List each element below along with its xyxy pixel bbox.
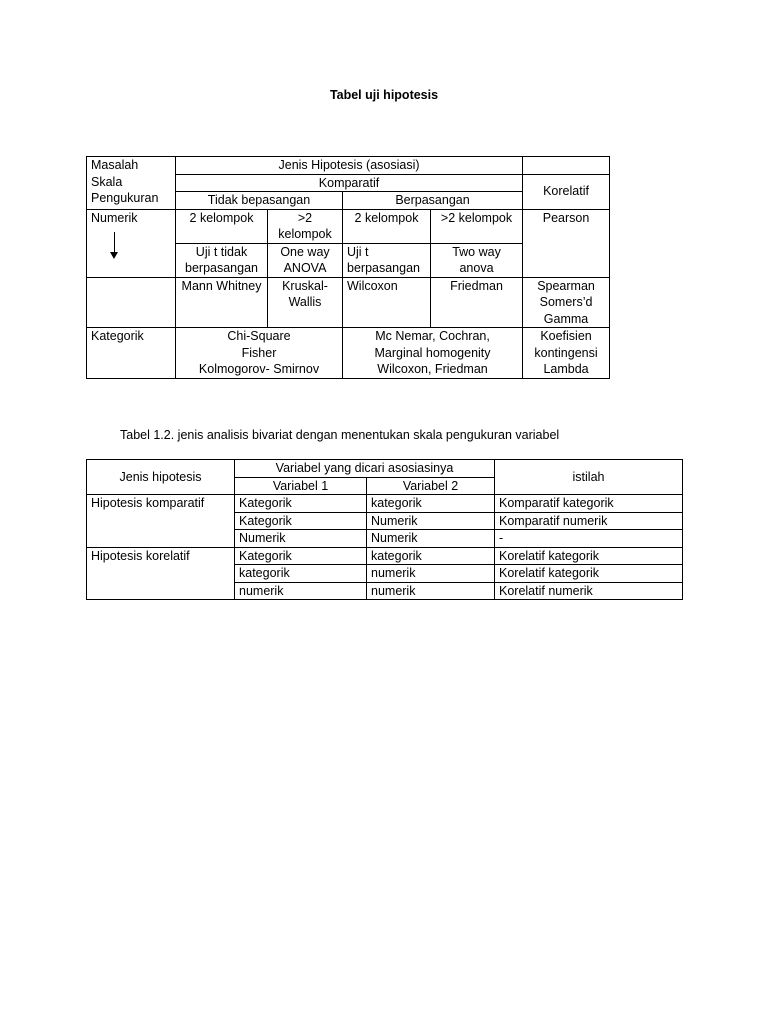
gamma-label: Gamma xyxy=(543,311,589,326)
friedman-cell: Friedman xyxy=(431,277,523,328)
wilcoxon-cell: Wilcoxon xyxy=(343,277,431,328)
pengukuran-label: Pengukuran xyxy=(91,191,159,205)
lambda-label: Lambda xyxy=(543,362,589,376)
var1-cell: Numerik xyxy=(235,530,367,548)
arrow-down-icon xyxy=(91,226,171,262)
uji-t-berpasangan-cell: Uji t berpasangan xyxy=(343,243,431,277)
wilcoxon-friedman-label: Wilcoxon, Friedman xyxy=(377,362,488,376)
pearson-cell: Pearson xyxy=(523,209,610,277)
hypothesis-test-table xyxy=(86,156,610,379)
spearman-label: Spearman xyxy=(537,278,595,293)
table-row xyxy=(87,495,683,513)
spearman-cell xyxy=(523,277,610,328)
komparatif-header: Komparatif xyxy=(176,174,523,192)
kategorik-tidak-cell xyxy=(176,328,343,379)
somers-label: Somers’d xyxy=(539,295,593,309)
masalah-label: Masalah xyxy=(91,158,139,172)
group-korelatif-cell: Hipotesis korelatif xyxy=(87,547,235,600)
kategorik-korelatif-cell xyxy=(523,328,610,379)
dua-kelompok-berpasangan-cell: 2 kelompok xyxy=(343,209,431,243)
marginal-label: Marginal homogenity xyxy=(374,345,491,360)
kruskal-wallis-cell: Kruskal-Wallis xyxy=(268,277,343,328)
var1-cell: Kategorik xyxy=(235,512,367,530)
var1-cell: Kategorik xyxy=(235,547,367,565)
kategorik-berpasangan-cell xyxy=(343,328,523,379)
numerik-cell xyxy=(87,209,176,277)
berpasangan-header: Berpasangan xyxy=(343,192,523,210)
var2-cell: numerik xyxy=(367,565,495,583)
mann-whitney-cell: Mann Whitney xyxy=(176,277,268,328)
two-way-anova-cell: Two way anova xyxy=(431,243,523,277)
istilah-header: istilah xyxy=(495,460,683,495)
mcnemar-label: Mc Nemar, Cochran, xyxy=(375,329,490,343)
variabel-2-header: Variabel 2 xyxy=(367,477,495,495)
kontingensi-label: kontingensi xyxy=(534,345,598,360)
var1-cell: Kategorik xyxy=(235,495,367,513)
var2-cell: numerik xyxy=(367,582,495,600)
variabel-1-header: Variabel 1 xyxy=(235,477,367,495)
istilah-cell: Korelatif kategorik xyxy=(495,565,683,583)
bivariate-analysis-table xyxy=(86,459,683,600)
masalah-skala-cell xyxy=(87,157,176,210)
var2-cell: kategorik xyxy=(367,495,495,513)
kolmogorov-label: Kolmogorov- Smirnov xyxy=(198,362,320,376)
koefisien-label: Koefisien xyxy=(540,329,592,343)
kategorik-cell: Kategorik xyxy=(87,328,176,379)
numerik-label: Numerik xyxy=(91,210,138,225)
jenis-hipotesis-header: Jenis hipotesis xyxy=(87,460,235,495)
group-komparatif-cell: Hipotesis komparatif xyxy=(87,495,235,548)
istilah-cell: Komparatif kategorik xyxy=(495,495,683,513)
lebih-dua-kelompok-cell: >2 kelompok xyxy=(268,209,343,243)
lebih-dua-kelompok-berpasangan-cell: >2 kelompok xyxy=(431,209,523,243)
table-row xyxy=(87,547,683,565)
skala-label: Skala xyxy=(91,174,123,189)
korelatif-header: Korelatif xyxy=(523,174,610,209)
jenis-hipotesis-header: Jenis Hipotesis (asosiasi) xyxy=(176,157,523,175)
chi-square-label: Chi-Square xyxy=(227,329,291,343)
istilah-cell: Komparatif numerik xyxy=(495,512,683,530)
var2-cell: Numerik xyxy=(367,530,495,548)
var2-cell: kategorik xyxy=(367,547,495,565)
one-way-anova-cell: One way ANOVA xyxy=(268,243,343,277)
tidak-bepasangan-header: Tidak bepasangan xyxy=(176,192,343,210)
table2-caption: Tabel 1.2. jenis analisis bivariat dengan menentukan skala pengukuran variabel xyxy=(120,428,560,442)
fisher-label: Fisher xyxy=(241,345,277,360)
var1-cell: numerik xyxy=(235,582,367,600)
uji-t-tidak-cell: Uji t tidak berpasangan xyxy=(176,243,268,277)
empty-row-label-cell xyxy=(87,277,176,328)
istilah-cell: Korelatif kategorik xyxy=(495,547,683,565)
var2-cell: Numerik xyxy=(367,512,495,530)
document-title: Tabel uji hipotesis xyxy=(329,88,439,102)
empty-header-cell xyxy=(523,157,610,175)
istilah-cell: - xyxy=(495,530,683,548)
var1-cell: kategorik xyxy=(235,565,367,583)
dua-kelompok-cell: 2 kelompok xyxy=(176,209,268,243)
istilah-cell: Korelatif numerik xyxy=(495,582,683,600)
variabel-header: Variabel yang dicari asosiasinya xyxy=(235,460,495,478)
